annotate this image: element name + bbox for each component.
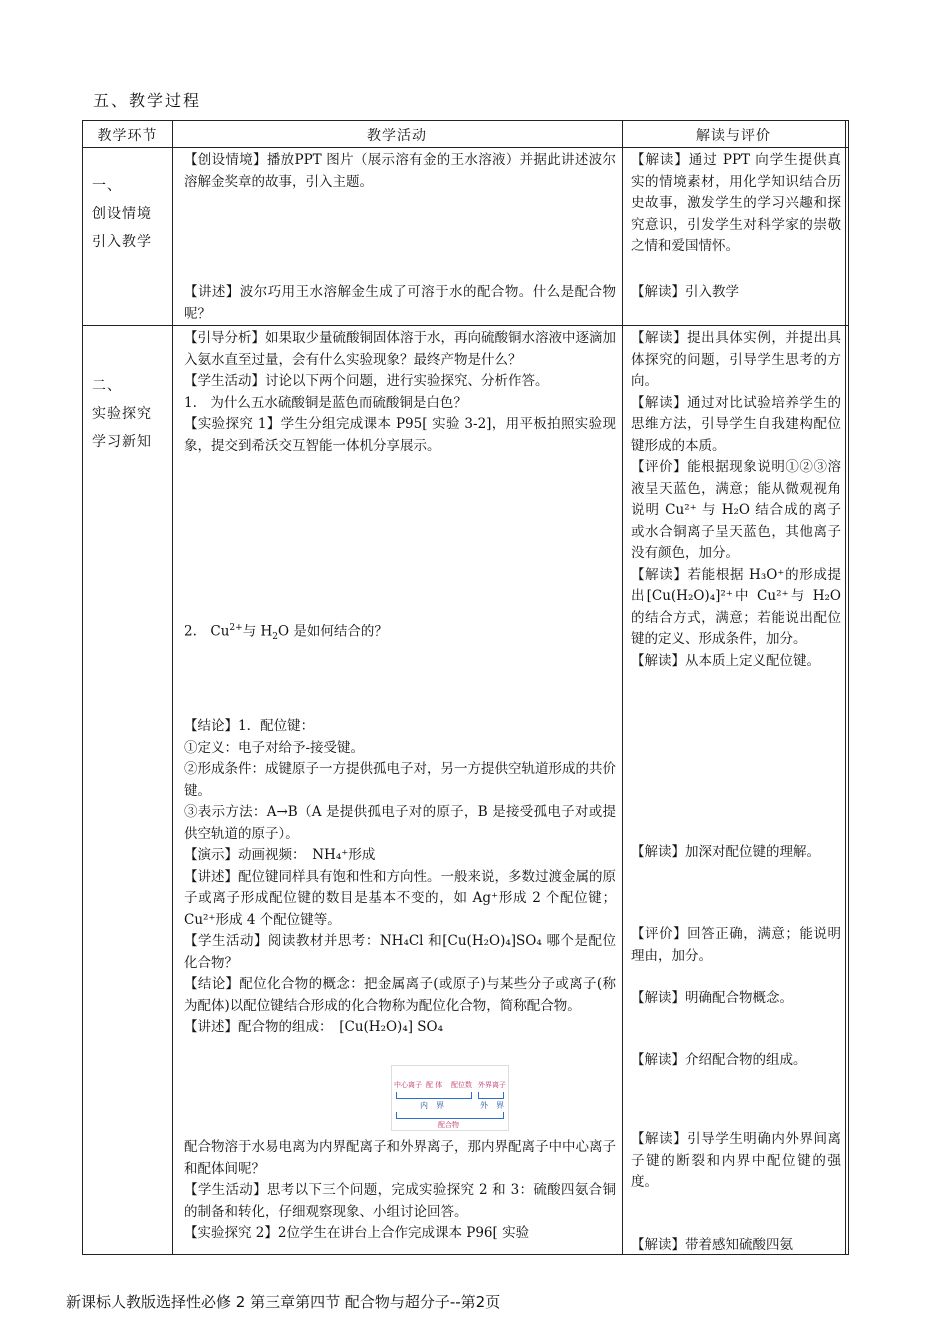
stage-2: 二、 实验探究 学习新知 [92,378,152,450]
column-divider [845,121,846,1254]
inner-brace [396,1092,472,1099]
question-1: 1. 为什么五水硫酸铜是蓝色而硫酸铜是白色？ [184,394,467,411]
label-outer-sphere: 外 界 [480,1101,504,1110]
comment-inner-outer: 【解读】引导学生明确内外界间离子键的断裂和内界中配位键的强度。 [631,1131,841,1190]
complex-composition-diagram [391,1065,509,1131]
row1-activity-lecture: 【讲述】波尔巧用王水溶解金生成了可溶于水的配合物。什么是配合物呢？ [184,284,616,322]
label-ligand: 配 体 [426,1081,443,1089]
row2-comment-block-a [631,328,841,672]
comment-evaluation-color: 【评价】能根据现象说明①②③溶液呈天蓝色，满意；能从微观视角说明 Cu²⁺ 与 H₂O 结合成的离子或水合铜离子呈天蓝色，其他离子没有颜色，加分。 [631,459,841,561]
section-heading: 五、教学过程 [93,91,202,110]
row1-comment-2: 【解读】引入教学 [631,284,739,300]
lecture-composition: 【讲述】配合物的组成： [Cu(H₂O)₄] SO₄ [184,1019,444,1035]
comment-evaluation-answer: 【评价】回答正确，满意；能说明理由，加分。 [631,926,841,964]
label-complex: 配合物 [438,1121,459,1129]
row1-activity-intro: 【创设情境】播放PPT 图片（展示溶有金的王水溶液）并据此讲述波尔溶解金奖章的故事，引入主题。 [184,152,616,190]
comment-deepen: 【解读】加深对配位键的理解。 [631,844,820,860]
header-evaluation: 解读与评价 [696,128,771,144]
student-activity-read: 【学生活动】阅读教材并思考：NH₄Cl 和[Cu(H₂O)₄]SO₄ 哪个是配位化合物？ [184,933,616,971]
label-coordination-number: 配位数 [451,1081,472,1089]
page-footer: 新课标人教版选择性必修 2 第三章第四节 配合物与超分子--第2页 [66,1293,501,1311]
comment-define-bond: 【解读】从本质上定义配位键。 [631,652,820,669]
whole-brace [396,1112,504,1119]
header-stage: 教学环节 [97,128,158,144]
student-activity-1: 【学生活动】讨论以下两个问题，进行实验探究、分析作答。 [184,373,549,389]
definition: ①定义：电子对给予-接受键。 [184,739,365,756]
row-divider [83,147,848,148]
comment-tetraammine: 【解读】带着感知硫酸四氨 [631,1237,793,1253]
row2-activity-block-c [184,1137,616,1245]
comment-bond-formation: 【解读】若能根据 H₃O⁺的形成提出[Cu(H₂O)₄]²⁺中 Cu²⁺与 H₂O 的结合方式，满意；若能说出配位键的定义、形成条件，加分。 [631,566,841,647]
label-outer-ion: 外界离子 [478,1081,506,1089]
formation-condition: ②形成条件：成键原子一方提供孤电子对，另一方提供空轨道形成的共价键。 [184,761,616,799]
comment-composition: 【解读】介绍配合物的组成。 [631,1052,807,1068]
row2-activity-block-a [184,328,616,457]
question-2: 2. $Cu^{2+}$与 $H_2O$ 是如何结合的？ [184,623,388,643]
column-divider [172,121,173,1254]
row2-activity-block-b [184,716,616,1039]
ionization-question: 配合物溶于水易电离为内界配离子和外界离子，那内界配离子中中心离子和配体间呢？ [184,1139,616,1177]
student-activity-think: 【学生活动】思考以下三个问题，完成实验探究 2 和 3：硫酸四氨合铜的制备和转化，仔细观察现象、小组讨论回答。 [184,1182,616,1220]
column-divider [622,121,623,1254]
label-inner-sphere: 内 界 [420,1101,444,1110]
conclusion-1: 【结论】1．配位键： [184,718,315,734]
experiment-2: 【实验探究 2】2位学生在讲台上合作完成课本 P96[ 实验 [184,1225,530,1241]
experiment-1: 【实验探究 1】学生分组完成课本 P95[ 实验 3-2]，用平板拍照实验现象，提交到希沃交互智能一体机分享展示。 [184,416,616,454]
header-activity: 教学活动 [367,128,427,144]
row-divider [83,325,848,326]
demo: 【演示】动画视频： NH₄⁺形成 [184,847,376,863]
outer-brace [478,1092,504,1099]
representation: ③表示方法：A→B（A 是提供孤电子对的原子，B 是接受孤电子对或提供空轨道的原子）。 [184,804,616,842]
row1-comment-1: 【解读】通过 PPT 向学生提供真实的情境素材，用化学知识结合历史故事，激发学生的学习兴趣和探究意识，引发学生对科学家的崇敬之情和爱国情怀。 [631,152,841,254]
label-central-ion: 中心离子 [394,1081,422,1089]
comment-specific-example: 【解读】提出具体实例，并提出具体探究的问题，引导学生思考的方向。 [631,330,841,389]
lecture-saturation: 【讲述】配位键同样具有饱和性和方向性。一般来说，多数过渡金属的原子或离子形成配位键的数目是基本不变的，如 Ag⁺形成 2 个配位键；Cu²⁺形成 4 个配位键等。 [184,868,616,928]
guide-analysis: 【引导分析】如果取少量硫酸铜固体溶于水，再向硫酸铜水溶液中逐滴加入氨水直至过量，会有什么实验现象？最终产物是什么？ [184,330,616,368]
comment-contrast-experiment: 【解读】通过对比试验培养学生的思维方法，引导学生自我建构配位键形成的本质。 [631,394,841,454]
stage-1: 一、 创设情境 引入教学 [92,178,152,250]
conclusion-2: 【结论】配位化合物的概念：把金属离子(或原子)与某些分子或离子(称为配体)以配位键结合形成的化合物称为配位化合物，简称配合物。 [184,976,616,1014]
comment-concept: 【解读】明确配合物概念。 [631,990,793,1006]
